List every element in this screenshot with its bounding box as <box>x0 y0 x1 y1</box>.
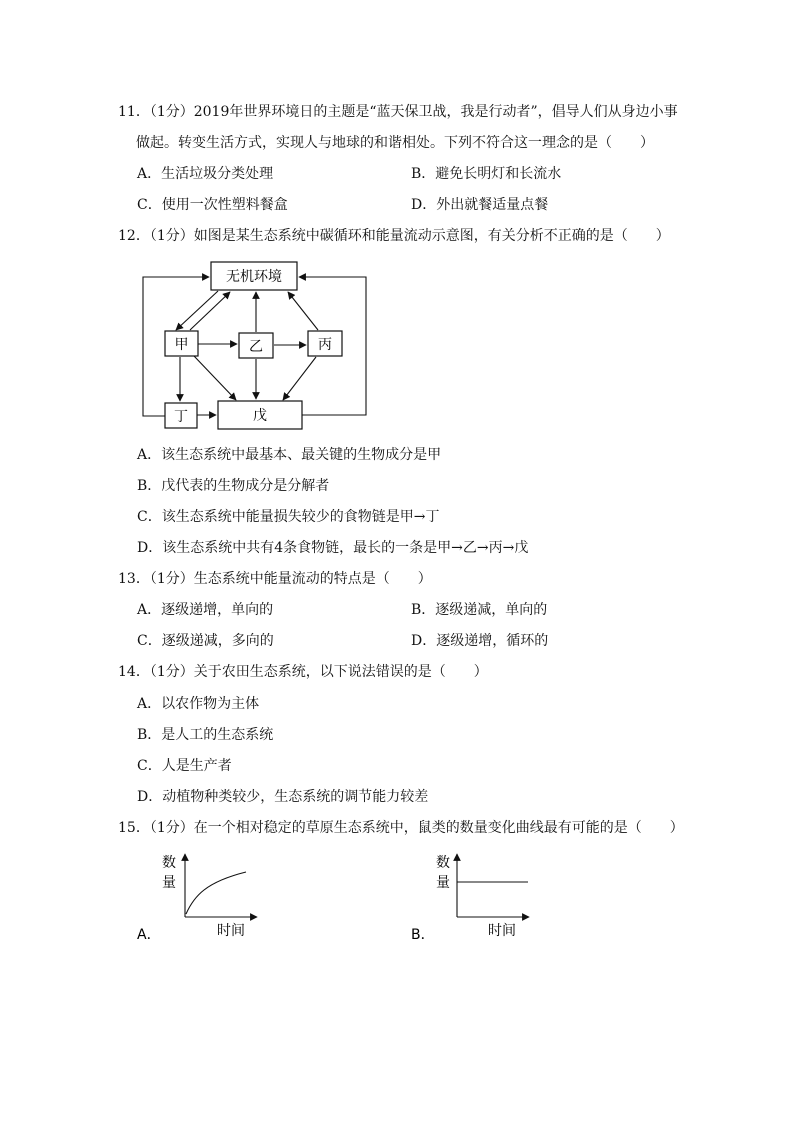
arrow-env-to-jia <box>176 291 218 330</box>
q12-option-b[interactable]: B．戊代表的生物成分是分解者 <box>137 478 330 494</box>
arrow-bing-to-env <box>288 292 318 330</box>
q14-option-a[interactable]: A．以农作物为主体 <box>137 696 260 712</box>
ding-box <box>165 403 197 428</box>
q13-option-c[interactable]: C．逐级递减，多向的 <box>137 633 274 649</box>
q11-stem-line1: 11．（1分）2019年世界环境日的主题是“蓝天保卫战，我是行动者”，倡导人们从身边小事 <box>118 104 678 120</box>
q15-b-y-label-2: 量 <box>436 875 450 891</box>
q13-option-d[interactable]: D．逐级递增，循环的 <box>411 633 549 649</box>
q15-a-y-label-1: 数 <box>162 855 176 871</box>
q15-graph-b[interactable] <box>404 850 544 945</box>
env-box <box>211 262 297 290</box>
q11-option-a[interactable]: A．生活垃圾分类处理 <box>137 166 274 182</box>
arrow-bing-to-wu <box>283 357 316 400</box>
q15-graph-a[interactable] <box>130 850 270 945</box>
bing-label: 丙 <box>318 337 332 353</box>
q15-a-x-label: 时间 <box>217 923 245 939</box>
wu-box <box>218 401 302 429</box>
q12-option-a[interactable]: A．该生态系统中最基本、最关键的生物成分是甲 <box>137 447 442 463</box>
q12-carbon-cycle-diagram <box>0 0 794 440</box>
jia-box <box>165 331 198 356</box>
q14-option-c[interactable]: C．人是生产者 <box>137 758 232 774</box>
q15-a-curve <box>186 872 246 914</box>
q15-b-y-label-1: 数 <box>436 855 450 871</box>
q15-a-y-label-2: 量 <box>162 875 176 891</box>
q13-option-a[interactable]: A．逐级递增，单向的 <box>137 602 274 618</box>
q13-stem: 13．（1分）生态系统中能量流动的特点是（ ） <box>118 571 432 587</box>
q14-option-d[interactable]: D．动植物种类较少，生态系统的调节能力较差 <box>137 789 429 805</box>
q15-b-option-letter: B． <box>411 927 435 943</box>
ding-label: 丁 <box>174 409 188 425</box>
arrow-jia-to-wu <box>194 356 236 400</box>
q14-stem: 14．（1分）关于农田生态系统，以下说法错误的是（ ） <box>118 664 488 680</box>
q11-stem-line2: 做起。转变生活方式，实现人与地球的和谐相处。下列不符合这一理念的是（ ） <box>136 135 654 151</box>
q15-b-x-label: 时间 <box>488 923 516 939</box>
bing-box <box>308 331 342 356</box>
q13-option-b[interactable]: B．逐级递减，单向的 <box>411 602 548 618</box>
q12-option-d[interactable]: D．该生态系统中共有4条食物链，最长的一条是甲→乙→丙→戊 <box>137 540 529 556</box>
q11-option-c[interactable]: C．使用一次性塑料餐盒 <box>137 197 288 213</box>
q15-a-option-letter: A． <box>137 927 161 943</box>
wu-label: 戊 <box>253 408 267 424</box>
q11-option-d[interactable]: D．外出就餐适量点餐 <box>411 197 549 213</box>
env-label: 无机环境 <box>226 269 282 285</box>
jia-label: 甲 <box>174 337 189 353</box>
q12-stem: 12．（1分）如图是某生态系统中碳循环和能量流动示意图，有关分析不正确的是（ ） <box>118 228 670 244</box>
q15-stem: 15．（1分）在一个相对稳定的草原生态系统中，鼠类的数量变化曲线最有可能的是（ ） <box>118 820 684 836</box>
q12-option-c[interactable]: C．该生态系统中能量损失较少的食物链是甲→丁 <box>137 509 440 525</box>
yi-label: 乙 <box>249 339 263 355</box>
q11-option-b[interactable]: B．避免长明灯和长流水 <box>411 166 562 182</box>
yi-box <box>239 333 273 358</box>
q14-option-b[interactable]: B．是人工的生态系统 <box>137 727 274 743</box>
